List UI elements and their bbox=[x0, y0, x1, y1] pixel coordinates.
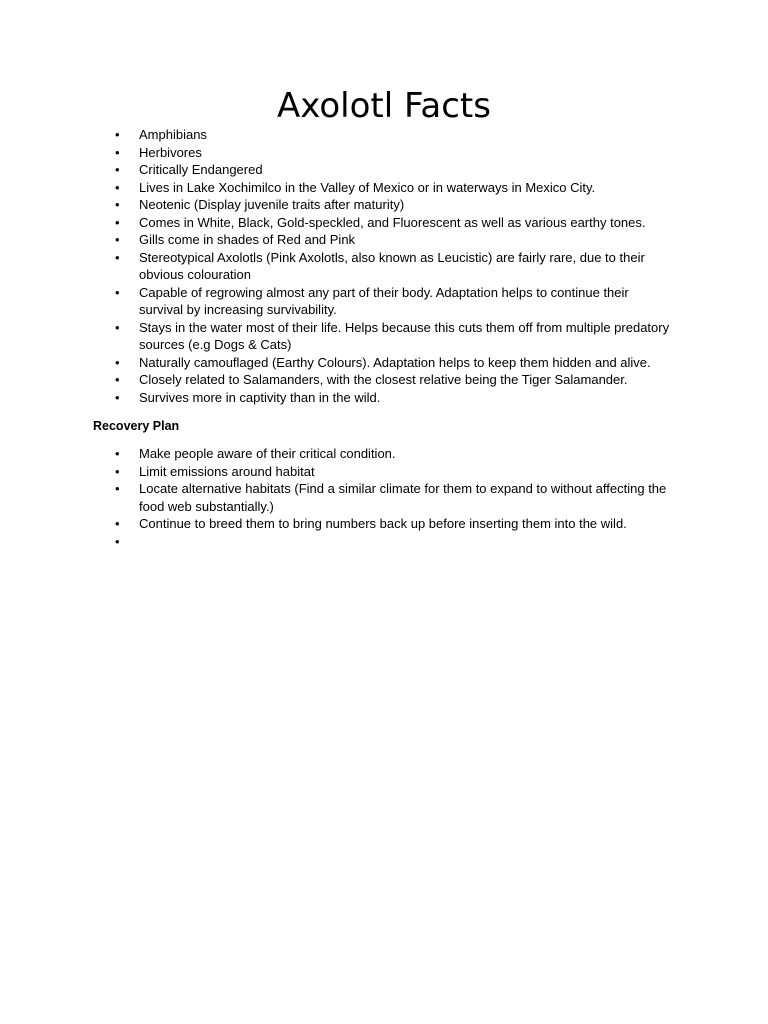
list-item bbox=[93, 389, 673, 407]
list-item bbox=[93, 231, 673, 249]
document-title: Axolotl Facts bbox=[277, 86, 491, 126]
list-item-text: Limit emissions around habitat bbox=[139, 463, 315, 479]
list-item-text: Neotenic (Display juvenile traits after maturity) bbox=[139, 197, 405, 212]
list-item-text: Locate alternative habitats (Find a similar climate for them to expand to without affecting the food web substantially.) bbox=[139, 481, 667, 514]
list-item bbox=[93, 144, 673, 162]
bullet-icon: • bbox=[115, 463, 120, 479]
recovery-plan-list bbox=[93, 445, 673, 550]
list-item bbox=[93, 161, 673, 179]
list-item-text: Naturally camouflaged (Earthy Colours). Adaptation helps to keep them hidden and alive. bbox=[139, 354, 651, 370]
list-item-text: Lives in Lake Xochimilco in the Valley of Mexico or in waterways in Mexico City. bbox=[139, 179, 596, 195]
list-item-text: Comes in White, Black, Gold-speckled, and Fluorescent as well as various earthy tones. bbox=[139, 214, 646, 230]
bullet-icon: • bbox=[115, 516, 120, 531]
list-item-text[interactable] bbox=[139, 534, 143, 549]
bullet-icon: • bbox=[115, 481, 120, 496]
list-item bbox=[93, 515, 673, 533]
bullet-icon: • bbox=[115, 354, 120, 370]
list-item bbox=[93, 463, 673, 481]
bullet-icon: • bbox=[115, 127, 120, 142]
bullet-icon: • bbox=[115, 372, 120, 387]
bullet-icon: • bbox=[115, 533, 120, 549]
list-item bbox=[93, 196, 673, 214]
bullet-icon: • bbox=[115, 249, 120, 265]
list-item-text: Gills come in shades of Red and Pink bbox=[139, 232, 356, 247]
list-item-text: Stays in the water most of their life. Helps because this cuts them off from multiple predatory sources (e.g Dogs & Cats) bbox=[139, 319, 670, 352]
bullet-icon: • bbox=[115, 197, 120, 212]
bullet-icon: • bbox=[115, 446, 120, 461]
list-item bbox=[93, 445, 673, 463]
list-item-text: Herbivores bbox=[139, 144, 202, 160]
list-item bbox=[93, 214, 673, 232]
list-item-text: Closely related to Salamanders, with the closest relative being the Tiger Salamander. bbox=[139, 372, 628, 387]
bullet-icon: • bbox=[115, 214, 120, 230]
list-item-text: Stereotypical Axolotls (Pink Axolotls, also known as Leucistic) are fairly rare, due to their obvious colouration bbox=[139, 249, 645, 282]
list-item bbox=[93, 284, 673, 319]
list-item-text: Critically Endangered bbox=[139, 162, 263, 177]
list-item bbox=[93, 179, 673, 197]
list-item-text: Continue to breed them to bring numbers back up before inserting them into the wild. bbox=[139, 516, 627, 531]
list-item bbox=[93, 371, 673, 389]
bullet-icon: • bbox=[115, 179, 120, 195]
list-item-text: Make people aware of their critical condition. bbox=[139, 446, 396, 461]
list-item bbox=[93, 126, 673, 144]
list-item-text: Capable of regrowing almost any part of their body. Adaptation helps to continue their survival by increasing survivability. bbox=[139, 284, 629, 317]
bullet-icon: • bbox=[115, 232, 120, 247]
list-item bbox=[93, 354, 673, 372]
recovery-plan-heading: Recovery Plan bbox=[93, 419, 180, 433]
bullet-icon: • bbox=[115, 389, 120, 405]
list-item bbox=[93, 480, 673, 515]
list-item-text: Amphibians bbox=[139, 127, 207, 142]
bullet-icon: • bbox=[115, 284, 120, 300]
bullet-icon: • bbox=[115, 319, 120, 335]
list-item[interactable] bbox=[93, 533, 673, 551]
bullet-icon: • bbox=[115, 144, 120, 160]
facts-list bbox=[93, 126, 673, 406]
list-item-text: Survives more in captivity than in the wild. bbox=[139, 389, 381, 405]
list-item bbox=[93, 319, 673, 354]
list-item bbox=[93, 249, 673, 284]
bullet-icon: • bbox=[115, 162, 120, 177]
